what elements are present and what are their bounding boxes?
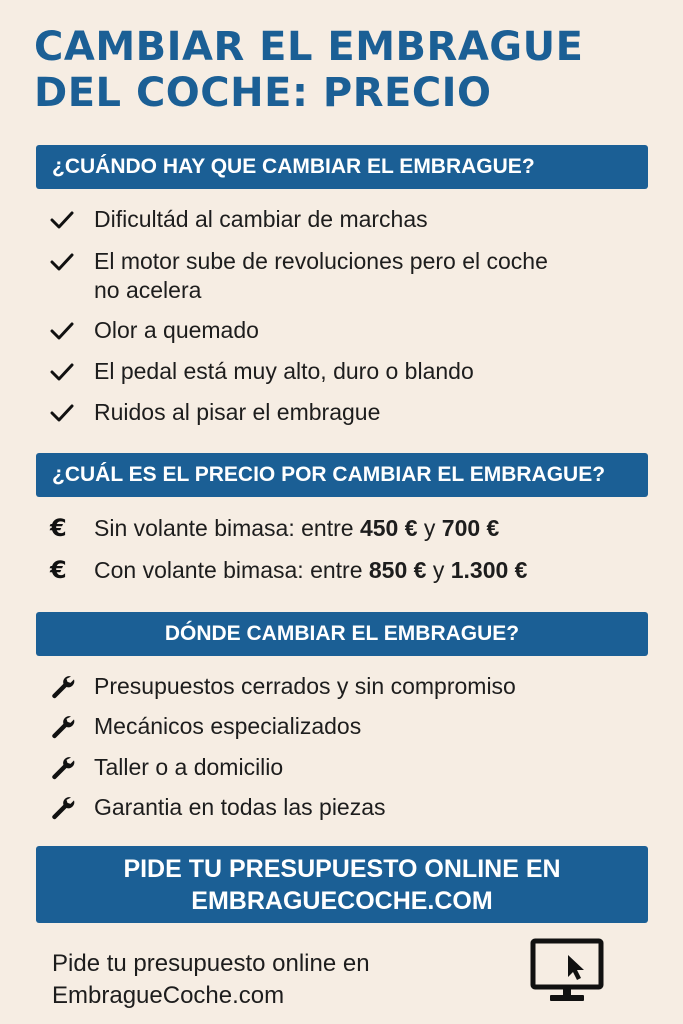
section-price-heading-text: ¿CUÁL ES EL PRECIO POR CAMBIAR EL EMBRAGUE? [52, 463, 606, 486]
page-title [34, 24, 664, 116]
price-high: 1.300 € [450, 557, 528, 583]
wrench-icon [50, 793, 80, 822]
section-where-heading-text: DÓNDE CAMBIAR EL EMBRAGUE? [164, 622, 520, 645]
footer-text [52, 948, 472, 1012]
where-text: Mecánicos especializados [94, 713, 362, 739]
section-where-heading [36, 612, 648, 656]
list-item [50, 316, 650, 345]
cta-line-1: PIDE TU PRESUPUESTO ONLINE EN [123, 855, 561, 883]
list-item [50, 556, 650, 585]
section-when-heading-text: ¿CUÁNDO HAY QUE CAMBIAR EL EMBRAGUE? [52, 155, 535, 178]
list-item [50, 357, 650, 386]
cta-line-2: EMBRAGUECOCHE.COM [191, 887, 493, 915]
cta-banner[interactable] [36, 846, 648, 923]
section-price-heading [36, 453, 648, 497]
symptom-text: El pedal está muy alto, duro o blando [94, 358, 474, 384]
list-item [50, 205, 650, 234]
wrench-icon [50, 672, 80, 701]
euro-icon: € [50, 556, 67, 584]
wrench-icon [50, 753, 80, 782]
symptom-text: Olor a quemado [94, 317, 259, 343]
section-when-heading [36, 145, 648, 189]
price-low: 450 € [359, 515, 418, 541]
list-item [50, 247, 650, 305]
check-icon [50, 316, 80, 345]
page-title-line-2: DEL COCHE: PRECIO [34, 70, 492, 116]
page-title-line-1: CAMBIAR EL EMBRAGUE [34, 24, 584, 70]
list-item [50, 793, 650, 822]
check-icon [50, 247, 80, 276]
list-item [50, 712, 650, 741]
check-icon [50, 398, 80, 427]
where-text: Presupuestos cerrados y sin compromiso [94, 673, 516, 699]
list-item [50, 672, 650, 701]
euro-icon: € [50, 514, 67, 542]
list-item [50, 753, 650, 782]
list-item [50, 398, 650, 427]
price-text: Con volante bimasa: entre 850 € y 1.300 € [94, 557, 528, 583]
symptom-text: Dificultád al cambiar de marchas [94, 206, 428, 232]
footer-line-1: Pide tu presupuesto online en [52, 950, 370, 977]
computer-monitor-icon [530, 938, 604, 1004]
price-low: 850 € [368, 557, 427, 583]
list-item [50, 514, 650, 543]
where-text: Garantia en todas las piezas [94, 794, 386, 820]
check-icon [50, 205, 80, 234]
wrench-icon [50, 712, 80, 741]
footer-link[interactable]: EmbragueCoche.com [52, 982, 285, 1009]
symptom-text: Ruidos al pisar el embrague [94, 399, 381, 425]
price-text: Sin volante bimasa: entre 450 € y 700 € [94, 515, 500, 541]
symptom-text: El motor sube de revoluciones pero el coche no acelera [94, 248, 548, 303]
where-text: Taller o a domicilio [94, 754, 284, 780]
check-icon [50, 357, 80, 386]
price-high: 700 € [441, 515, 500, 541]
